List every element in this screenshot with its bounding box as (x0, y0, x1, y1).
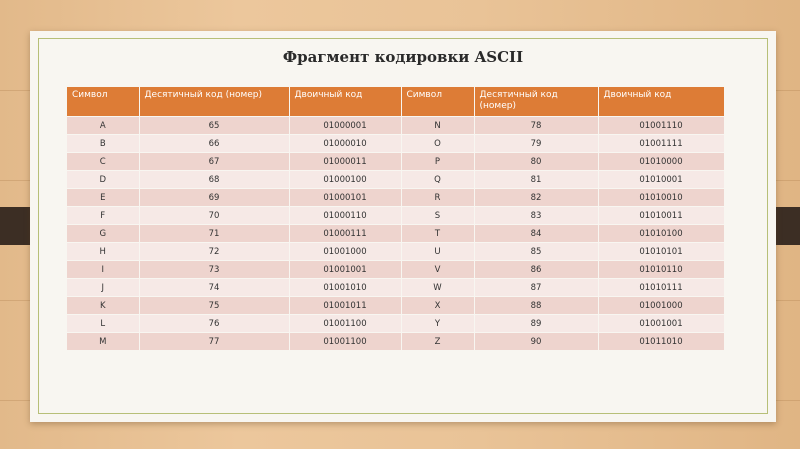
table-row (67, 261, 724, 279)
decimal-cell: 74 (139, 279, 289, 297)
symbol-cell: I (67, 261, 139, 279)
decimal-cell: 85 (474, 243, 598, 261)
binary-cell: 01001001 (289, 261, 401, 279)
slide-title: Фрагмент кодировки ASCII (282, 48, 524, 66)
slide-paper (30, 31, 776, 422)
binary-cell: 01000111 (289, 225, 401, 243)
symbol-cell: U (401, 243, 474, 261)
binary-cell: 01000100 (289, 171, 401, 189)
table-body (67, 117, 724, 351)
binary-cell: 01001000 (598, 297, 724, 315)
table-row (67, 117, 724, 135)
symbol-cell: J (67, 279, 139, 297)
symbol-cell: A (67, 117, 139, 135)
decimal-cell: 66 (139, 135, 289, 153)
symbol-cell: D (67, 171, 139, 189)
decimal-cell: 68 (139, 171, 289, 189)
header-symbol: Символ (67, 87, 139, 117)
decimal-cell: 77 (139, 333, 289, 351)
symbol-cell: V (401, 261, 474, 279)
symbol-cell: Q (401, 171, 474, 189)
binary-cell: 01010001 (598, 171, 724, 189)
symbol-cell: N (401, 117, 474, 135)
decimal-cell: 70 (139, 207, 289, 225)
header-binary-code: Двоичный код (598, 87, 724, 117)
binary-cell: 01001000 (289, 243, 401, 261)
table-row (67, 315, 724, 333)
decimal-cell: 69 (139, 189, 289, 207)
binary-cell: 01000101 (289, 189, 401, 207)
symbol-cell: M (67, 333, 139, 351)
binary-cell: 01001011 (289, 297, 401, 315)
symbol-cell: E (67, 189, 139, 207)
symbol-cell: P (401, 153, 474, 171)
ascii-table (67, 87, 725, 351)
table-row (67, 279, 724, 297)
symbol-cell: L (67, 315, 139, 333)
header-symbol: Символ (401, 87, 474, 117)
table-row (67, 225, 724, 243)
symbol-cell: X (401, 297, 474, 315)
symbol-cell: R (401, 189, 474, 207)
decimal-cell: 79 (474, 135, 598, 153)
decimal-cell: 81 (474, 171, 598, 189)
symbol-cell: K (67, 297, 139, 315)
decimal-cell: 75 (139, 297, 289, 315)
table-row (67, 243, 724, 261)
decimal-cell: 76 (139, 315, 289, 333)
decimal-cell: 90 (474, 333, 598, 351)
binary-cell: 01001110 (598, 117, 724, 135)
header-decimal-code: Десятичный код (номер) (139, 87, 289, 117)
symbol-cell: F (67, 207, 139, 225)
symbol-cell: C (67, 153, 139, 171)
header-decimal-code: Десятичный код (номер) (474, 87, 598, 117)
table-row (67, 297, 724, 315)
decimal-cell: 78 (474, 117, 598, 135)
decimal-cell: 83 (474, 207, 598, 225)
symbol-cell: B (67, 135, 139, 153)
binary-cell: 01000001 (289, 117, 401, 135)
decimal-cell: 88 (474, 297, 598, 315)
binary-cell: 01000010 (289, 135, 401, 153)
decimal-cell: 84 (474, 225, 598, 243)
binary-cell: 01010010 (598, 189, 724, 207)
symbol-cell: T (401, 225, 474, 243)
table-row (67, 135, 724, 153)
binary-cell: 01000110 (289, 207, 401, 225)
symbol-cell: S (401, 207, 474, 225)
binary-cell: 01011010 (598, 333, 724, 351)
decimal-cell: 87 (474, 279, 598, 297)
table-row (67, 153, 724, 171)
table-row (67, 333, 724, 351)
header-binary-code: Двоичный код (289, 87, 401, 117)
decimal-cell: 86 (474, 261, 598, 279)
symbol-cell: O (401, 135, 474, 153)
table-row (67, 189, 724, 207)
decimal-cell: 65 (139, 117, 289, 135)
binary-cell: 01001111 (598, 135, 724, 153)
decimal-cell: 72 (139, 243, 289, 261)
table-row (67, 207, 724, 225)
decimal-cell: 73 (139, 261, 289, 279)
binary-cell: 01001010 (289, 279, 401, 297)
binary-cell: 01010101 (598, 243, 724, 261)
binary-cell: 01000011 (289, 153, 401, 171)
binary-cell: 01001001 (598, 315, 724, 333)
symbol-cell: W (401, 279, 474, 297)
decimal-cell: 89 (474, 315, 598, 333)
symbol-cell: G (67, 225, 139, 243)
binary-cell: 01010100 (598, 225, 724, 243)
decimal-cell: 82 (474, 189, 598, 207)
binary-cell: 01001100 (289, 333, 401, 351)
decimal-cell: 67 (139, 153, 289, 171)
binary-cell: 01010011 (598, 207, 724, 225)
binary-cell: 01010111 (598, 279, 724, 297)
symbol-cell: H (67, 243, 139, 261)
binary-cell: 01010110 (598, 261, 724, 279)
table-header-row (67, 87, 724, 117)
decimal-cell: 71 (139, 225, 289, 243)
table-row (67, 171, 724, 189)
binary-cell: 01001100 (289, 315, 401, 333)
binary-cell: 01010000 (598, 153, 724, 171)
decimal-cell: 80 (474, 153, 598, 171)
symbol-cell: Z (401, 333, 474, 351)
symbol-cell: Y (401, 315, 474, 333)
